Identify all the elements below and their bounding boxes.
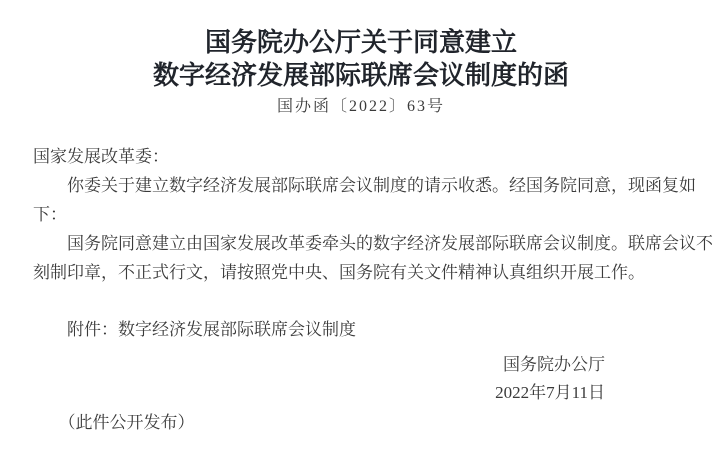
paragraph-1 xyxy=(33,171,704,229)
signature-block xyxy=(0,351,722,407)
document-body xyxy=(33,142,713,287)
document-title xyxy=(0,26,722,92)
paragraph-1-line-2: 下： xyxy=(33,205,67,224)
title-line-2: 数字经济发展部际联席会议制度的函 xyxy=(152,61,569,90)
paragraph-2-line-2: 刻制印章，不正式行文，请按照党中央、国务院有关文件精神认真组织开展工作。 xyxy=(33,263,645,282)
publish-note: （此件公开发布） xyxy=(58,413,195,432)
signature-date: 2022年7月11日 xyxy=(495,383,605,402)
salutation: 国家发展改革委： xyxy=(33,147,169,166)
paragraph-2-line-1: 国务院同意建立由国家发展改革委牵头的数字经济发展部际联席会议制度。联席会议不 xyxy=(67,234,713,253)
attachment-line: 附件：数字经济发展部际联席会议制度 xyxy=(67,320,356,339)
signer-name: 国务院办公厅 xyxy=(503,355,605,374)
paragraph-2 xyxy=(33,229,713,287)
title-line-1: 国务院办公厅关于同意建立 xyxy=(204,28,517,57)
document-number: 国办函〔2022〕63号 xyxy=(276,98,445,115)
paragraph-1-line-1: 你委关于建立数字经济发展部际联席会议制度的请示收悉。经国务院同意，现函复如 xyxy=(67,176,696,195)
